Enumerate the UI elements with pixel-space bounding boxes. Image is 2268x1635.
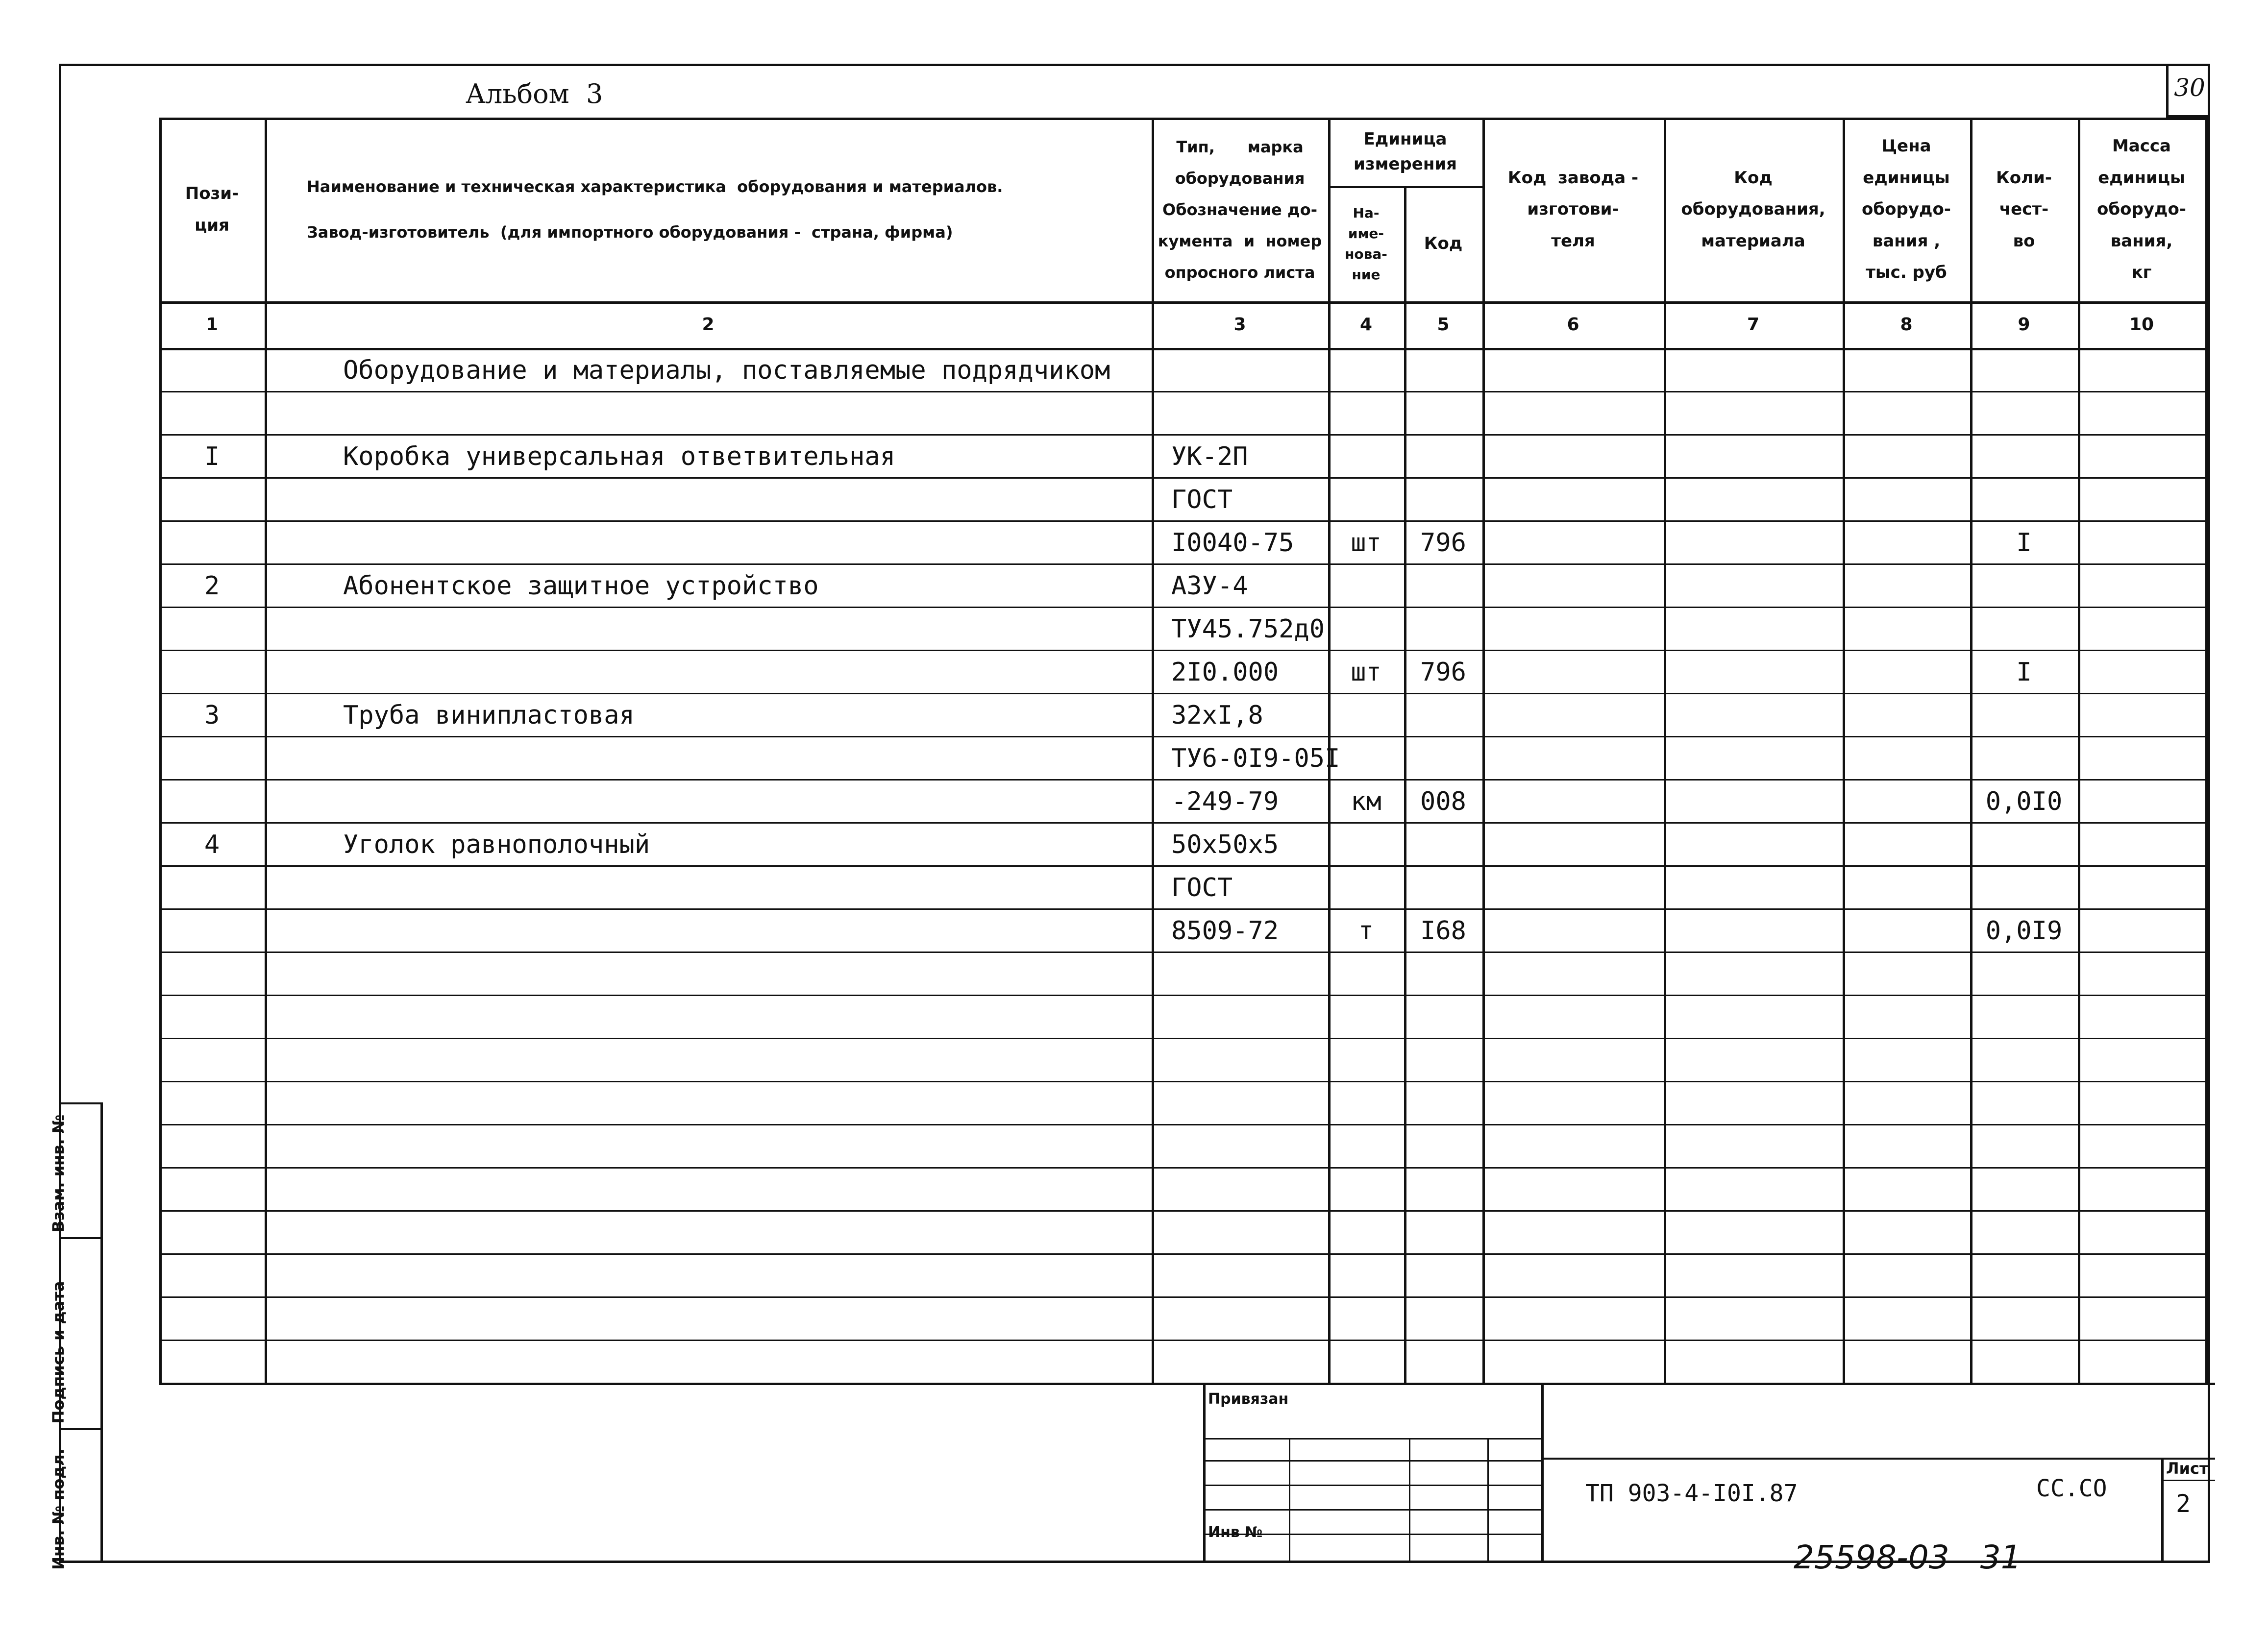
row-line	[159, 1210, 2205, 1212]
title-block-top	[159, 1383, 2215, 1385]
table-cell-type: УК-2П	[1171, 442, 1248, 471]
title-block-line	[1203, 1383, 1206, 1563]
page-number: 30	[2174, 73, 2205, 102]
row-line	[159, 779, 2205, 781]
section-code: СС.СО	[2036, 1475, 2107, 1502]
table-cell-qty: I	[2016, 528, 2032, 558]
table-cell-name: Уголок равнополочный	[343, 830, 650, 859]
table-cell-pos: 3	[204, 701, 220, 730]
side-stamp-vzam: Взам. инв. №	[49, 1114, 68, 1233]
title-block-line	[1409, 1438, 1410, 1563]
table-cell-unit: т	[1358, 916, 1374, 946]
row-line	[159, 1124, 2205, 1125]
table-cell-pos: 4	[204, 830, 220, 859]
table-cell-type: I0040-75	[1171, 528, 1294, 558]
row-line	[159, 477, 2205, 479]
column-number-7: 7	[1747, 315, 1760, 335]
title-block-line	[1541, 1458, 2215, 1460]
table-cell-type: ГОСТ	[1171, 485, 1233, 514]
archive-number: 25598-03 31	[1794, 1538, 2021, 1576]
row-line	[159, 1167, 2205, 1169]
table-cell-qty: 0,0I9	[1985, 916, 2063, 946]
table-cell-qty: 0,0I0	[1985, 787, 2063, 816]
sheet-number: 2	[2176, 1489, 2191, 1518]
column-header-6: Код завода - изготови- теля	[1507, 168, 1639, 251]
column-number-5: 5	[1437, 315, 1450, 335]
column-header-1: Пози- ция	[185, 183, 239, 235]
table-cell-type: -249-79	[1171, 787, 1279, 816]
title-block-line	[2161, 1458, 2164, 1563]
column-number-8: 8	[1900, 315, 1913, 335]
album-label: Альбом 3	[466, 78, 603, 109]
inv-no-label: Инв №	[1208, 1524, 1263, 1541]
sheet-label: Лист	[2166, 1459, 2209, 1478]
row-line	[159, 1340, 2205, 1341]
column-header-10: Масса единицы оборудо- вания, кг	[2097, 136, 2186, 283]
column-header-3: Тип, марка оборудования Обозначение до- кумента и номер опросного листа	[1158, 137, 1322, 282]
table-cell-unit: км	[1351, 787, 1381, 816]
table-cell-type: АЗУ-4	[1171, 571, 1248, 601]
row-line	[159, 1038, 2205, 1039]
row-line	[159, 736, 2205, 737]
row-line	[159, 650, 2205, 651]
table-cell-type: 32хI,8	[1171, 701, 1263, 730]
table-cell-code: I68	[1420, 916, 1466, 946]
row-line	[159, 434, 2205, 436]
row-line	[159, 607, 2205, 608]
table-cell-qty: I	[2016, 658, 2032, 687]
side-stamp-podpis: Подпись и дата	[49, 1281, 68, 1424]
row-line	[159, 693, 2205, 694]
title-block-line	[1203, 1438, 1544, 1440]
column-header-2: Наименование и техническая характеристика оборудования и материалов. Завод-изготовитель (для импортного оборудования - страна, фирма)	[307, 177, 1003, 242]
table-cell-code: 008	[1420, 787, 1466, 816]
column-header-7: Код оборудования, материала	[1681, 168, 1825, 251]
column-number-9: 9	[2018, 315, 2030, 335]
table-cell-code: 796	[1420, 658, 1466, 687]
table-cell-pos: 2	[204, 571, 220, 601]
row-line	[159, 391, 2205, 392]
column-header-8: Цена единицы оборудо- вания , тыс. руб	[1862, 136, 1951, 283]
column-line	[1404, 186, 1406, 1383]
column-number-10: 10	[2129, 315, 2154, 335]
table-cell-type: 50х50х5	[1171, 830, 1279, 859]
table-cell-pos: I	[204, 442, 220, 471]
title-block-line	[2161, 1480, 2215, 1481]
side-stamp-line	[59, 1237, 103, 1239]
privyazan-label: Привязан	[1208, 1391, 1289, 1408]
table-cell-type: ТУ45.752д0	[1171, 614, 1325, 644]
table-cell-unit: шт	[1351, 658, 1381, 687]
table-cell-name: Абонентское защитное устройство	[343, 571, 819, 601]
column-number-4: 4	[1359, 315, 1373, 335]
document-code: ТП 903-4-I0I.87	[1585, 1480, 1798, 1507]
side-stamp-inv: Инв. № подл.	[49, 1448, 68, 1570]
numbers-bottom-line	[159, 348, 2205, 350]
column-header-4: На- име- нова- ние	[1345, 204, 1387, 283]
row-line	[159, 952, 2205, 953]
table-cell-name: Коробка универсальная ответвительная	[343, 442, 896, 471]
column-number-6: 6	[1567, 315, 1579, 335]
title-block-line	[1541, 1383, 1544, 1563]
title-block-line	[1203, 1383, 1544, 1385]
column-number-1: 1	[205, 315, 219, 335]
row-line	[159, 1253, 2205, 1255]
column-header-5: Код	[1424, 234, 1463, 254]
title-block-line	[1203, 1485, 1544, 1486]
title-block-line	[1203, 1509, 1544, 1511]
table-cell-type: ТУ6-0I9-05I	[1171, 744, 1340, 773]
row-line	[159, 865, 2205, 867]
table-cell-type: ГОСТ	[1171, 873, 1233, 903]
side-stamp-line	[100, 1102, 103, 1563]
column-header-9: Коли- чест- во	[1996, 168, 2052, 251]
table-cell-name: Труба винипластовая	[343, 701, 635, 730]
row-line	[159, 995, 2205, 996]
table-cell-code: 796	[1420, 528, 1466, 558]
table-cell-type: 2I0.000	[1171, 658, 1279, 687]
table-cell-name: Оборудование и материалы, поставляемые подрядчиком	[343, 356, 1110, 385]
title-block-line	[1289, 1438, 1290, 1563]
unit-group-header: Единица измерения	[1354, 129, 1457, 174]
column-number-3: 3	[1233, 315, 1246, 335]
side-stamp-line	[59, 1102, 103, 1104]
column-line	[2205, 118, 2208, 1383]
row-line	[159, 520, 2205, 522]
row-line	[159, 908, 2205, 910]
title-block-line	[1203, 1460, 1544, 1462]
row-line	[159, 1296, 2205, 1298]
title-block-line	[1487, 1438, 1489, 1563]
column-number-2: 2	[702, 315, 715, 335]
table-cell-type: 8509-72	[1171, 916, 1279, 946]
row-line	[159, 822, 2205, 824]
row-line	[159, 1081, 2205, 1082]
row-line	[159, 563, 2205, 565]
table-cell-unit: шт	[1351, 528, 1381, 558]
